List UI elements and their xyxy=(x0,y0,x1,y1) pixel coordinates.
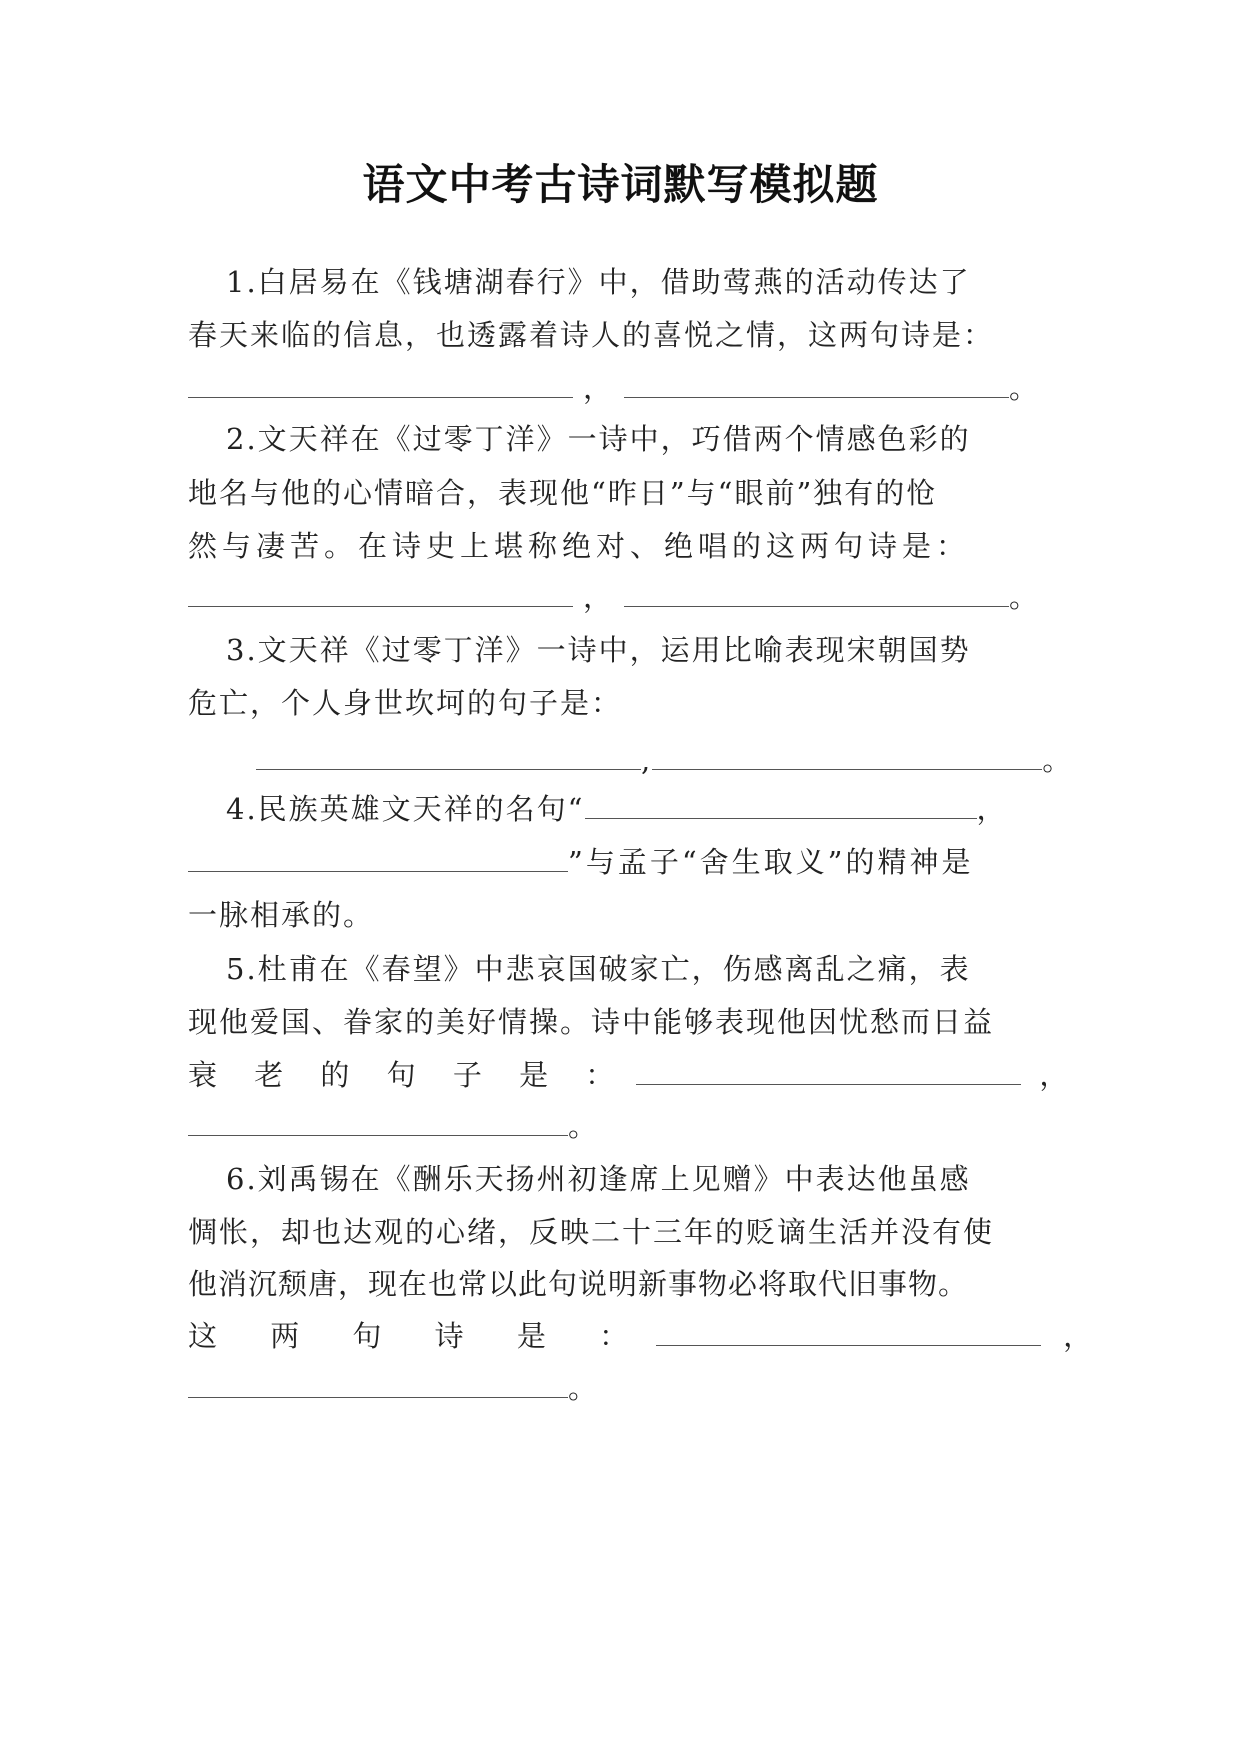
question-5-line-2: 现他爱国、眷家的美好情操。诗中能够表现他因忧愁而日益 xyxy=(188,1005,995,1039)
question-3-line-2: 危亡，个人身世坎坷的句子是： xyxy=(188,686,623,720)
answer-blank[interactable] xyxy=(188,578,573,607)
answer-blank[interactable] xyxy=(256,741,641,770)
answer-blank[interactable] xyxy=(636,1056,1021,1085)
question-4-line-1 xyxy=(226,789,1068,829)
question-2-line-3: 然与凄苦。在诗史上堪称绝对、绝唱的这两句诗是： xyxy=(188,529,971,563)
answer-blank[interactable] xyxy=(624,578,1009,607)
answer-period: 。 xyxy=(568,1109,600,1143)
answer-comma: ， xyxy=(976,792,1008,826)
answer-comma: , xyxy=(641,743,653,777)
answer-blank[interactable] xyxy=(624,369,1009,398)
question-2-line-2: 地名与他的心情暗合，表现他“昨日”与“眼前”独有的怆 xyxy=(188,476,938,510)
question-6-text: 这 两 句 诗 是 ： xyxy=(188,1319,651,1353)
question-2-line-1: 2.文天祥在《过零丁洋》一诗中，巧借两个情感色彩的 xyxy=(226,422,971,456)
question-3-line-1: 3.文天祥《过零丁洋》一诗中，运用比喻表现宋朝国势 xyxy=(226,633,971,667)
question-4-line-2 xyxy=(188,842,1068,882)
answer-comma: ， xyxy=(583,580,615,614)
question-6-line-3: 他消沉颓唐，现在也常以此句说明新事物必将取代旧事物。 xyxy=(188,1267,969,1301)
answer-comma: ， xyxy=(583,371,615,405)
page-title: 语文中考古诗词默写模拟题 xyxy=(362,160,879,209)
answer-blank[interactable] xyxy=(652,741,1042,770)
answer-period: 。 xyxy=(1009,371,1041,405)
answer-blank[interactable] xyxy=(188,369,573,398)
question-1-line-2: 春天来临的信息，也透露着诗人的喜悦之情，这两句诗是： xyxy=(188,318,995,352)
question-5-line-4 xyxy=(188,1106,1068,1146)
answer-blank[interactable] xyxy=(188,1107,568,1136)
answer-blank[interactable] xyxy=(188,843,568,872)
question-6-line-2: 惆怅，却也达观的心绪，反映二十三年的贬谪生活并没有使 xyxy=(188,1215,995,1249)
question-4-text: ”与孟子“舍生取义”的精神是 xyxy=(568,845,974,879)
answer-period: 。 xyxy=(1009,580,1041,614)
question-1-line-1: 1.白居易在《钱塘湖春行》中，借助莺燕的活动传达了 xyxy=(226,265,971,299)
answer-comma: ， xyxy=(1039,1058,1071,1092)
question-5-line-3 xyxy=(188,1055,1071,1095)
answer-period: 。 xyxy=(568,1371,600,1405)
question-5-line-1: 5.杜甫在《春望》中悲哀国破家亡，伤感离乱之痛，表 xyxy=(226,952,971,986)
answer-blank[interactable] xyxy=(585,790,977,819)
answer-period: 。 xyxy=(1042,743,1074,777)
question-2-answer-line xyxy=(188,577,1068,617)
question-5-text: 衰 老 的 句 子 是 ： xyxy=(188,1058,629,1092)
answer-comma: ， xyxy=(1063,1319,1095,1353)
question-4-text: 4.民族英雄文天祥的名句“ xyxy=(226,792,585,826)
question-6-line-5 xyxy=(188,1368,1068,1408)
answer-blank[interactable] xyxy=(188,1369,568,1398)
answer-blank[interactable] xyxy=(656,1317,1041,1346)
question-1-answer-line xyxy=(188,368,1068,408)
question-6-line-4 xyxy=(188,1316,1095,1356)
question-3-answer-line xyxy=(256,740,1074,780)
question-4-line-3: 一脉相承的。 xyxy=(188,898,375,932)
question-6-line-1: 6.刘禹锡在《酬乐天扬州初逢席上见赠》中表达他虽感 xyxy=(226,1162,971,1196)
